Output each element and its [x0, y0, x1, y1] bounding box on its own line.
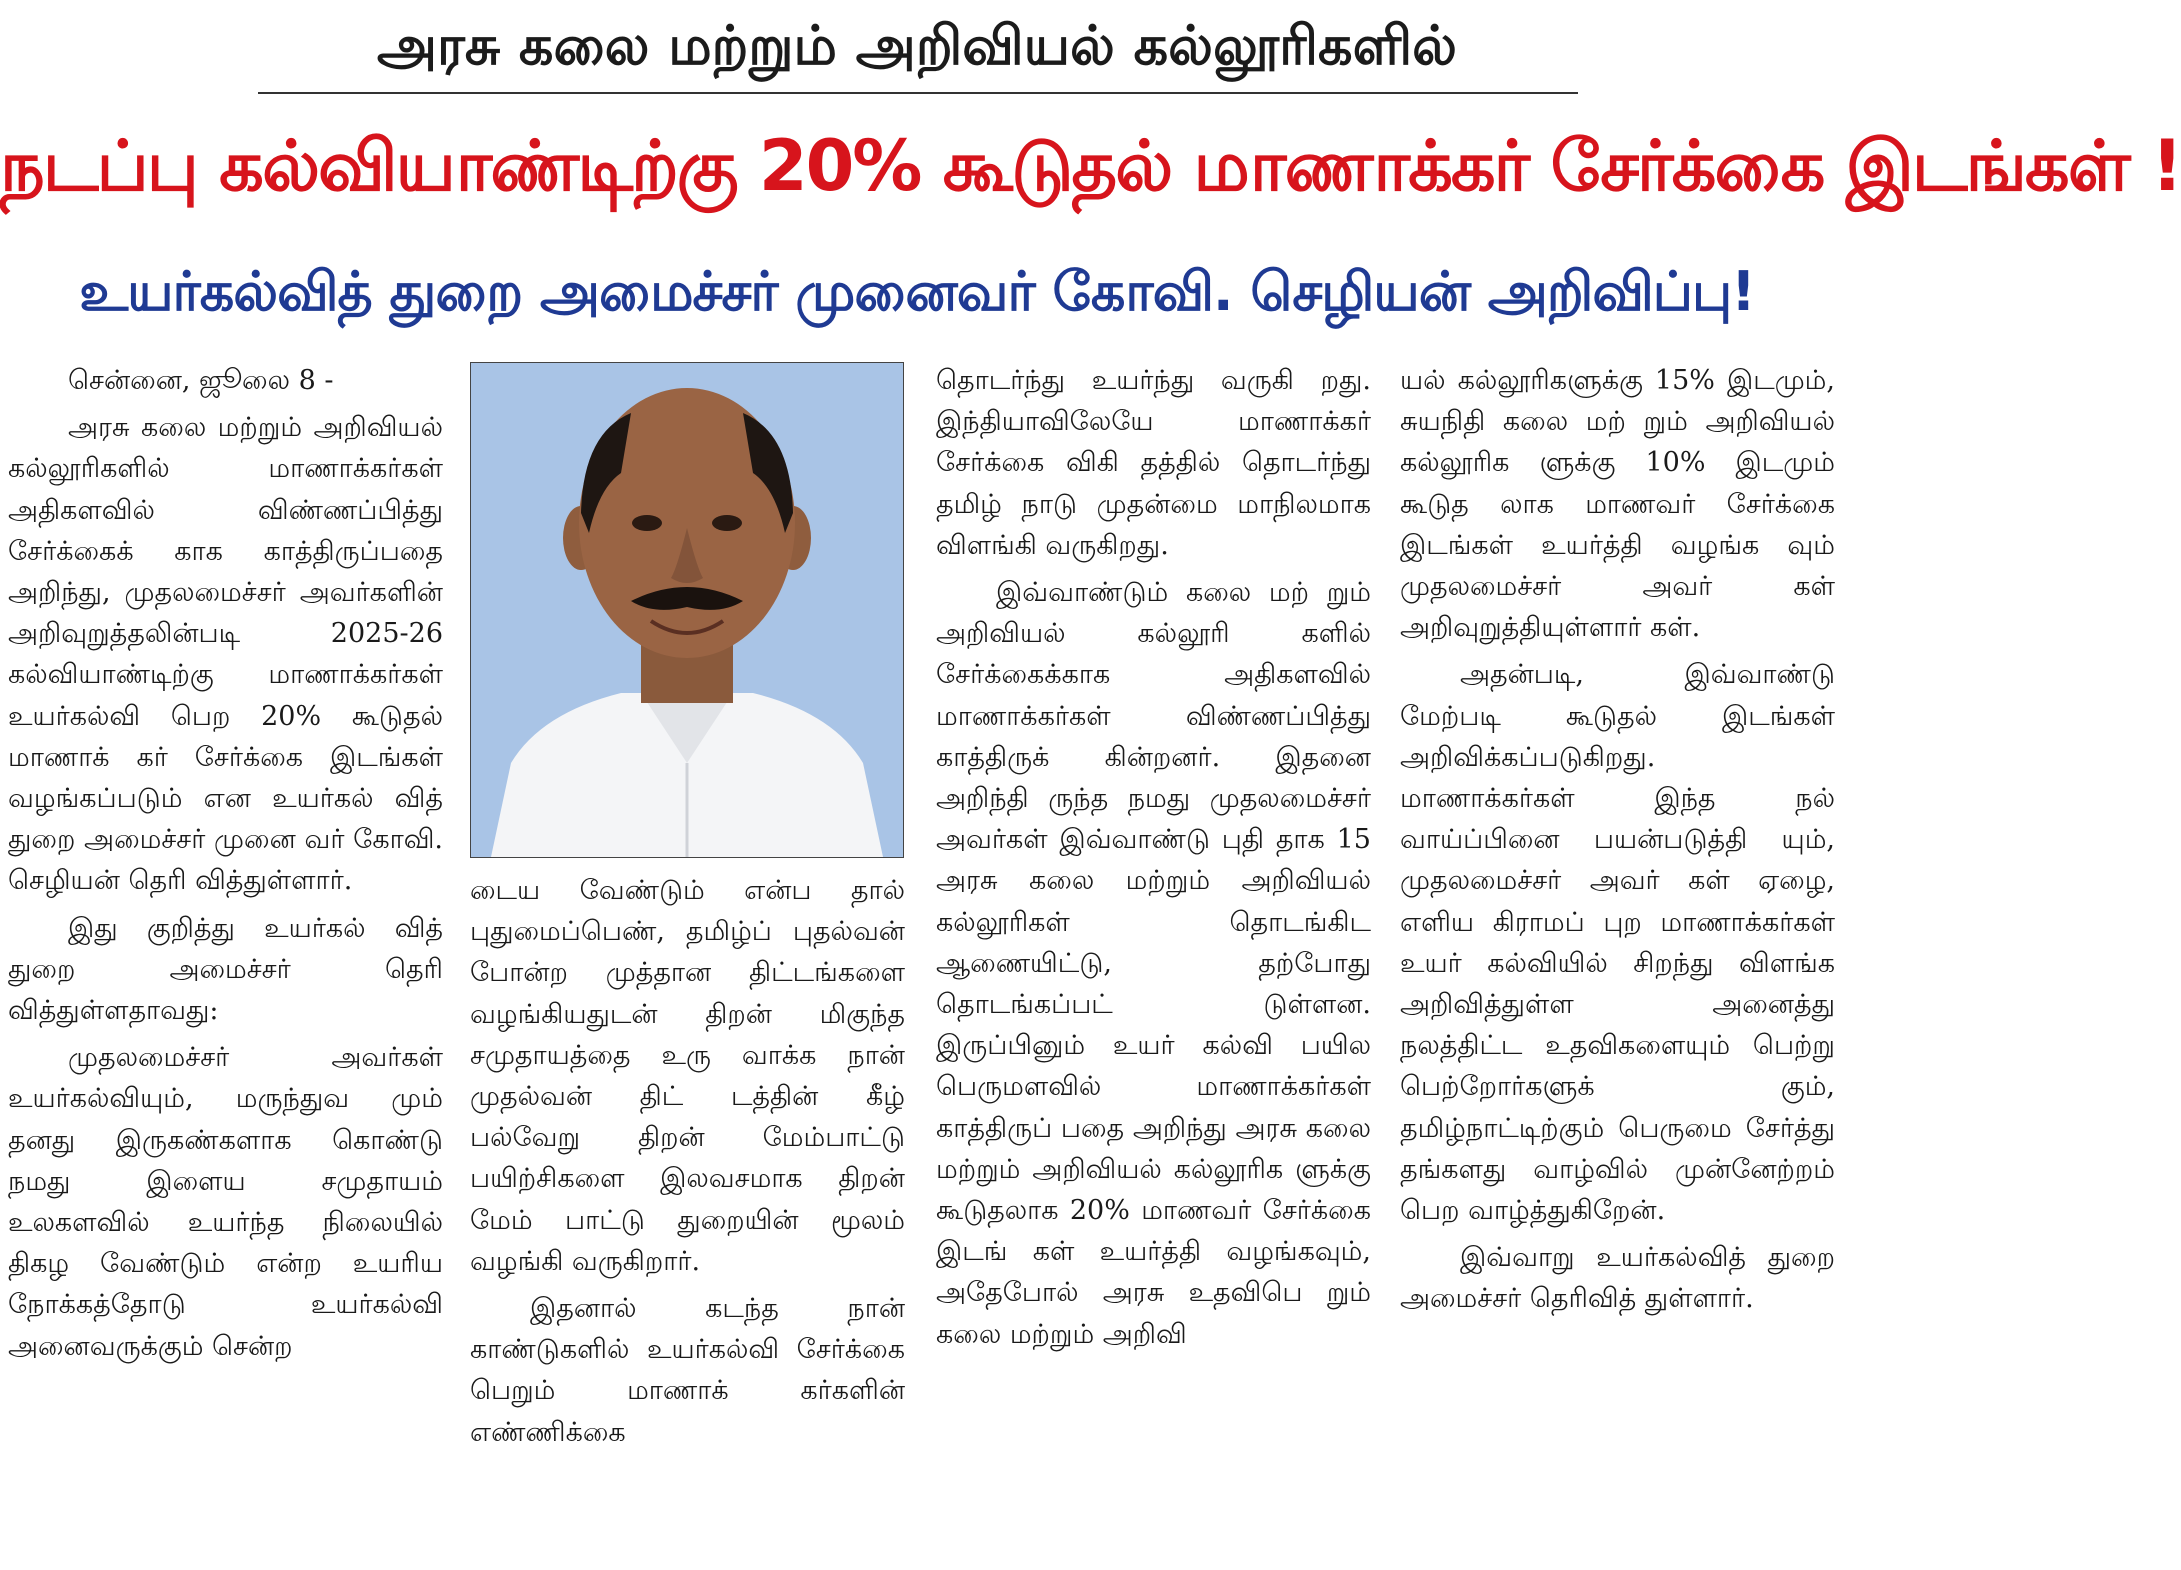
paragraph: இதனால் கடந்த நான் காண்டுகளில் உயர்கல்வி சேர்க்கை பெறும் மாணாக் கர்களின் எண்ணிக்கை — [470, 1293, 905, 1448]
dateline: சென்னை, ஜூலை 8 - — [68, 365, 334, 396]
article-column-1 — [8, 360, 443, 1373]
article-column-2 — [470, 870, 905, 1459]
kicker-heading: அரசு கலை மற்றும் அறிவியல் கல்லூரிகளில் — [377, 14, 1457, 77]
paragraph: முதலமைச்சர் அவர்கள் உயர்கல்வியும், மருந்துவ மும் தனது இருகண்களாக கொண்டு நமது இளைய சமுதாயம் உலகளவில் உயர்ந்த நிலையில் திகழ வேண்டும் என்ற உயரிய நோக்கத்தோடு உயர்கல்வி அனைவருக்கும் சென்ற — [8, 1042, 443, 1362]
paragraph: இது குறித்து உயர்கல் வித் துறை அமைச்சர் தெரி வித்துள்ளதாவது: — [8, 912, 443, 1027]
minister-portrait-photo — [470, 362, 904, 858]
paragraph: அதன்படி, இவ்வாண்டு மேற்படி கூடுதல் இடங்கள் அறிவிக்கப்படுகிறது. மாணாக்கர்கள் இந்த நல் வாய்ப்பினை பயன்படுத்தி யும், முதலமைச்சர் அவர் கள் ஏழை, எளிய கிராமப் புற மாணாக்கர்கள் உயர் கல்வியில் சிறந்து விளங்க அறிவித்துள்ள அனைத்து நலத்திட்ட உதவிகளையும் பெற்று பெற்றோர்களுக் கும், தமிழ்நாட்டிற்கும் பெருமை சேர்த்து தங்களது வாழ்வில் முன்னேற்றம் பெற வாழ்த்துகிறேன். — [1400, 659, 1835, 1227]
paragraph: இவ்வாறு உயர்கல்வித் துறை அமைச்சர் தெரிவித் துள்ளார். — [1400, 1242, 1835, 1315]
paragraph: டைய வேண்டும் என்ப தால் புதுமைப்பெண், தமிழ்ப் புதல்வன் போன்ற முத்தான திட்டங்களை வழங்கியதுடன் திறன் மிகுந்த சமுதாயத்தை உரு வாக்க நான் முதல்வன் திட் டத்தின் கீழ் பல்வேறு திறன் மேம்பாட்டு பயிற்சிகளை இலவசமாக திறன் மேம் பாட்டு துறையின் மூலம் வழங்கி வருகிறார். — [470, 875, 905, 1277]
subheadline: உயர்கல்வித் துறை அமைச்சர் முனைவர் கோவி. செழியன் அறிவிப்பு! — [79, 260, 1755, 323]
article-column-3 — [936, 360, 1371, 1361]
paragraph: அரசு கலை மற்றும் அறிவியல் கல்லூரிகளில் மாணாக்கர்கள் அதிகளவில் விண்ணப்பித்து சேர்க்கைக் காக காத்திருப்பதை அறிந்து, முதலமைச்சர் அவர்களின் அறிவுறுத்தலின்படி 2025-26 கல்வியாண்டிற்கு மாணாக்கர்கள் உயர்கல்வி பெற 20% கூடுதல் மாணாக் கர் சேர்க்கை இடங்கள் வழங்கப்படும் என உயர்கல் வித் துறை அமைச்சர் முனை வர் கோவி. செழியன் தெரி வித்துள்ளார். — [8, 412, 443, 897]
article-column-4 — [1400, 360, 1835, 1326]
portrait-illustration — [471, 363, 903, 857]
headline: நடப்பு கல்வியாண்டிற்கு 20% கூடுதல் மாணாக்கர் சேர்க்கை இடங்கள் ! — [0, 125, 2181, 207]
paragraph: இவ்வாண்டும் கலை மற் றும் அறிவியல் கல்லூரி களில் சேர்க்கைக்காக அதிகளவில் மாணாக்கர்கள் விண்ணப்பித்து காத்திருக் கின்றனர். இதனை அறிந்தி ருந்த நமது முதலமைச்சர் அவர்கள் இவ்வாண்டு புதி தாக 15 அரசு கலை மற்றும் அறிவியல் கல்லூரிகள் தொடங்கிட ஆணையிட்டு, தற்போது தொடங்கப்பட் டுள்ளன. இருப்பினும் உயர் கல்வி பயில பெருமளவில் மாணாக்கர்கள் காத்திருப் பதை அறிந்து அரசு கலை மற்றும் அறிவியல் கல்லூரிக ளுக்கு கூடுதலாக 20% மாணவர் சேர்க்கை இடங் கள் உயர்த்தி வழங்கவும், அதேபோல் அரசு உதவிபெ றும் கலை மற்றும் அறிவி — [936, 577, 1371, 1350]
paragraph: யல் கல்லூரிகளுக்கு 15% இடமும், சுயநிதி கலை மற் றும் அறிவியல் கல்லூரிக ளுக்கு 10% இடமும் கூடுத லாக மாணவர் சேர்க்கை இடங்கள் உயர்த்தி வழங்க வும் முதலமைச்சர் அவர் கள் அறிவுறுத்தியுள்ளார் கள். — [1400, 365, 1835, 644]
paragraph: தொடர்ந்து உயர்ந்து வருகி றது. இந்தியாவிலேயே மாணாக்கர் சேர்க்கை விகி தத்தில் தொடர்ந்து தமிழ் நாடு முதன்மை மாநிலமாக விளங்கி வருகிறது. — [936, 365, 1371, 561]
kicker-underline — [258, 92, 1578, 94]
